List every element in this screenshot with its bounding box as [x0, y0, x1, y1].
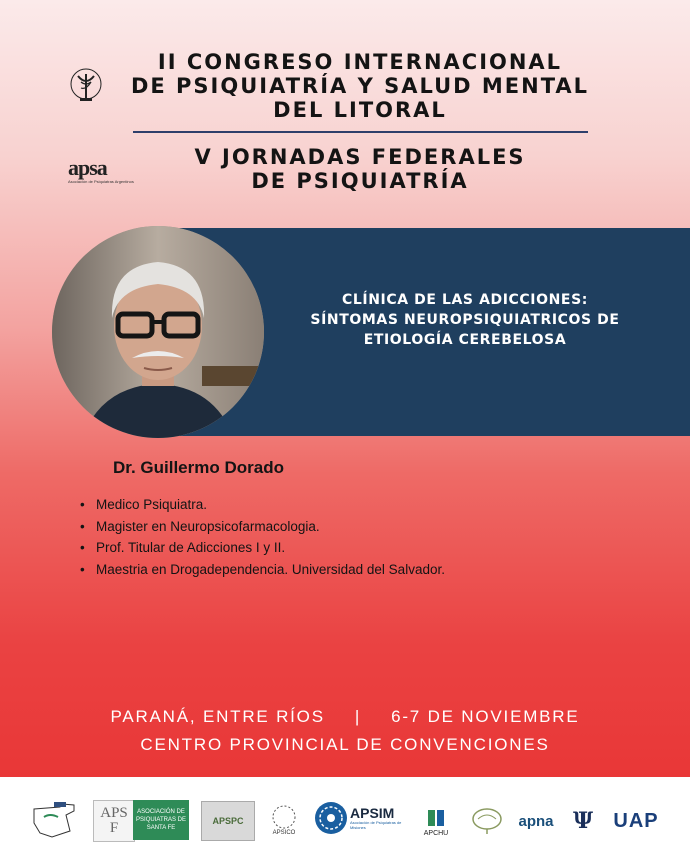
jornadas-title-line: V JORNADAS FEDERALES [194, 145, 526, 169]
event-venue: CENTRO PROVINCIAL DE CONVENCIONES [140, 735, 550, 754]
apsf-logo-name [133, 800, 189, 840]
talk-topic-line: CLÍNICA DE LAS ADICCIONES: [342, 292, 588, 308]
apsico-logo [266, 801, 302, 839]
apspc-logo [201, 801, 255, 841]
apsf-mark-text: APSF [100, 805, 128, 836]
psi-symbol-icon: Ψ [572, 808, 594, 834]
apspc-logo-text: APSPC [212, 816, 244, 826]
provincial-map-logo [30, 801, 78, 841]
apsico-logo-text: APSICO [272, 830, 296, 836]
uap-logo-text: UAP [613, 809, 659, 832]
talk-topic-line: ETIOLOGÍA CEREBELOSA [363, 332, 567, 348]
apsico-ring-icon [271, 804, 297, 830]
event-location-dates [0, 707, 690, 727]
apchu-figure-icon [424, 806, 448, 830]
congress-title-line: DEL LITORAL [273, 98, 447, 122]
credential-item: • Maestria en Drogadependencia. Universidad del Salvador. [76, 559, 445, 581]
apsim-logo-text: APSIM [350, 805, 395, 821]
apsf-logo-mark [93, 800, 135, 842]
apna-logo [514, 809, 558, 833]
sponsor-logos-bar [0, 777, 690, 862]
apsim-logo-caption: Asociación de Psiquiatras de Misiones [350, 820, 402, 830]
talk-topic-line: SÍNTOMAS NEUROPSIQUIATRICOS DE [310, 312, 620, 328]
apsim-logo [350, 803, 410, 833]
congress-title-line: II CONGRESO INTERNACIONAL [157, 50, 563, 74]
credential-item: • Medico Psiquiatra. [76, 494, 445, 516]
apsf-name-text: ASOCIACIÓN DE PSIQUIATRAS DE SANTA FE [136, 809, 186, 831]
credential-item: • Magister en Neuropsicofarmacologia. [76, 516, 445, 538]
jornadas-title-line: DE PSIQUIATRÍA [251, 169, 469, 193]
brain-tree-logo [470, 807, 504, 835]
apchu-logo-text: APCHU [423, 829, 449, 837]
congress-title-line: DE PSIQUIATRÍA Y SALUD MENTAL [130, 74, 590, 98]
psi-association-logo [570, 803, 596, 839]
apsim-emblem-icon [314, 801, 348, 835]
location-dates-separator: | [354, 707, 362, 726]
congress-title [120, 50, 600, 122]
event-location: PARANÁ, ENTRE RÍOS [110, 707, 325, 726]
speaker-name: Dr. Guillermo Dorado [113, 458, 284, 477]
speaker-credentials-list [76, 494, 445, 580]
apchu-logo [418, 801, 454, 841]
apsa-logo-caption: Asociación de Psiquiatras Argentinos [68, 179, 134, 184]
talk-topic [290, 290, 640, 350]
jornadas-title [120, 145, 600, 193]
title-divider [133, 131, 588, 133]
credential-item: • Prof. Titular de Adicciones I y II. [76, 537, 445, 559]
speaker-photo [52, 226, 264, 438]
apna-logo-text: apna [518, 812, 554, 830]
event-dates: 6-7 DE NOVIEMBRE [391, 707, 580, 726]
apsa-logo-text: apsa [68, 155, 107, 180]
medical-society-emblem-logo [68, 64, 104, 108]
uap-logo [606, 807, 666, 835]
